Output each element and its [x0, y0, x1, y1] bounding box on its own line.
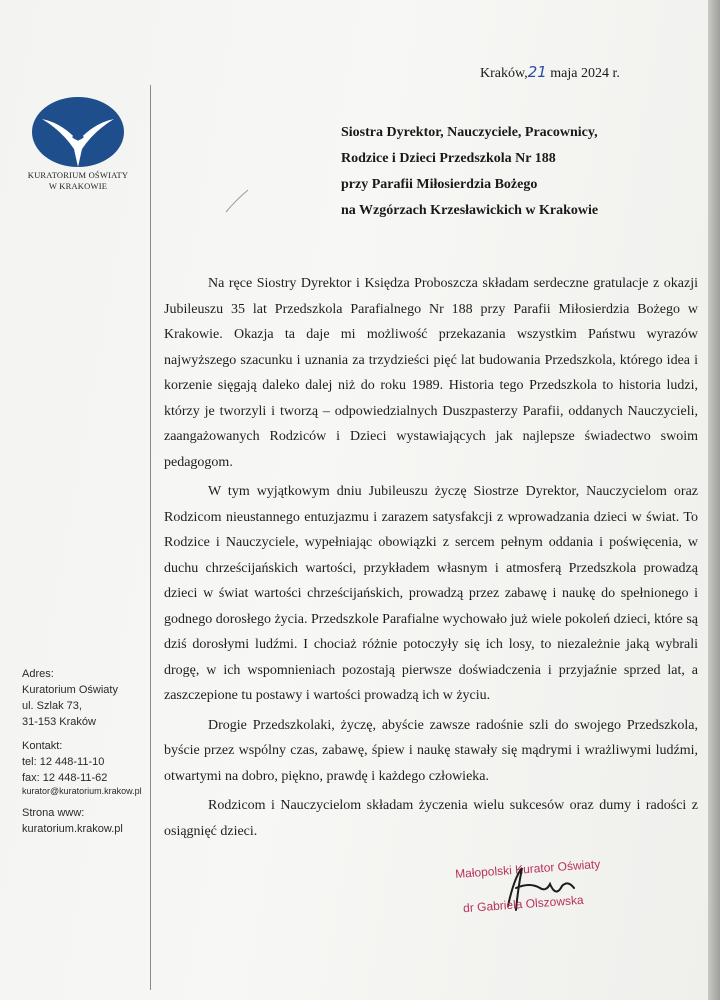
recipient-block	[341, 120, 681, 224]
letter-paragraph: Rodzicom i Nauczycielom składam życzenia wielu sukcesów oraz dumy i radości z osiągnięć dzieci.	[164, 798, 698, 839]
contact-sidebar	[22, 666, 142, 837]
recipient-line: Siostra Dyrektor, Nauczyciele, Pracownicy,	[341, 125, 598, 140]
margin-rule	[150, 85, 151, 990]
date-prefix: Kraków,	[480, 66, 528, 81]
contact-label: Kontakt:	[22, 740, 63, 752]
letter-paragraph: W tym wyjątkowym dniu Jubileuszu życzę Siostrze Dyrektor, Nauczycielom oraz Rodzicom nieustannego entuzjazmu i zarazem satysfakcji z wprowadzania dzieci w świat. To Rodzice i Nauczyciele, wypełniając obowiązki z sercem pełnym oddania i poświęcenia, w duchu chrześcijańskich wartości, przykładem własnym i atmosferą Przedszkola prowadzą dzieci w świat wartości chrześcijańskich, prowadzą przez zabawę i naukę do spełnionego i godnego dorosłego życia. Przedszkole Parafialne wychowało już wiele pokoleń dzieci, które są dziś dorosłymi ludźmi. I chociaż różnie potoczyły się ich losy, to niezależnie jaką wybrali drogę, w ich wspomnieniach pozostają pierwsze doświadczenia i przyjaźnie sprzed lat, a zaszczepione tu postawy i wartości prowadzą ich w życiu.	[164, 484, 698, 703]
address-line: Kuratorium Oświaty	[22, 684, 118, 696]
address-line: ul. Szlak 73,	[22, 700, 82, 712]
website-address: kuratorium.krakow.pl	[22, 823, 123, 835]
letter-date	[480, 63, 620, 82]
signatory-name-stamp: dr Gabriela Olszowska	[462, 892, 585, 916]
phone-number: tel: 12 448-11-10	[22, 756, 105, 768]
date-suffix: maja 2024 r.	[546, 66, 620, 81]
fax-number: fax: 12 448-11-62	[22, 772, 108, 784]
address-label: Adres:	[22, 668, 54, 680]
letter-paragraph: Drogie Przedszkolaki, życzę, abyście zawsze radośnie szli do swojego Przedszkola, byście przez wspólny czas, zabawę, śpiew i naukę stawały się mądrymi i wrażliwymi ludźmi, otwartymi na dobro, piękno, prawdę i każdego człowieka.	[164, 717, 698, 784]
letter-body	[164, 271, 698, 848]
official-stamp: Małopolski Kurator Oświaty	[454, 856, 601, 882]
recipient-line: na Wzgórzach Krzesławickich w Krakowie	[341, 203, 599, 218]
www-label: Strona www:	[22, 807, 85, 819]
letter-paragraph: Na ręce Siostry Dyrektor i Księdza Proboszcza składam serdeczne gratulacje z okazji Jubileuszu 35 lat Przedszkola Parafialnego Nr 188 przy Parafii Miłosierdzia Bożego w Krakowie. Okazja ta daje mi możliwość przekazania wszystkim Państwu wyrazów najwyższego szacunku i uznania za trzydzieści pięć lat budowania Przedszkola, którego idea i korzenie sięgają daleko dalej niż do roku 1989. Historia tego Przedszkola to historia ludzi, którzy je tworzyli i tworzą – odpowiedzialnych Duszpasterzy Parafii, oddanych Nauczycieli, zaangażowanych Rodziców i Dzieci wystawiających jak najlepsze świadectwo swoim pedagogom.	[164, 276, 698, 470]
pen-mark-icon	[222, 186, 252, 216]
page-edge	[708, 0, 720, 1000]
logo-line-1: KURATORIUM OŚWIATY	[27, 170, 129, 180]
logo-caption	[18, 170, 138, 192]
recipient-line: przy Parafii Miłosierdzia Bożego	[341, 177, 538, 192]
email-address: kurator@kuratorium.krakow.pl	[22, 786, 142, 796]
logo-line-2: W KRAKOWIE	[48, 181, 108, 191]
address-line: 31-153 Kraków	[22, 716, 96, 728]
date-day-handwritten: 21	[527, 63, 547, 81]
recipient-line: Rodzice i Dzieci Przedszkola Nr 188	[341, 151, 556, 166]
